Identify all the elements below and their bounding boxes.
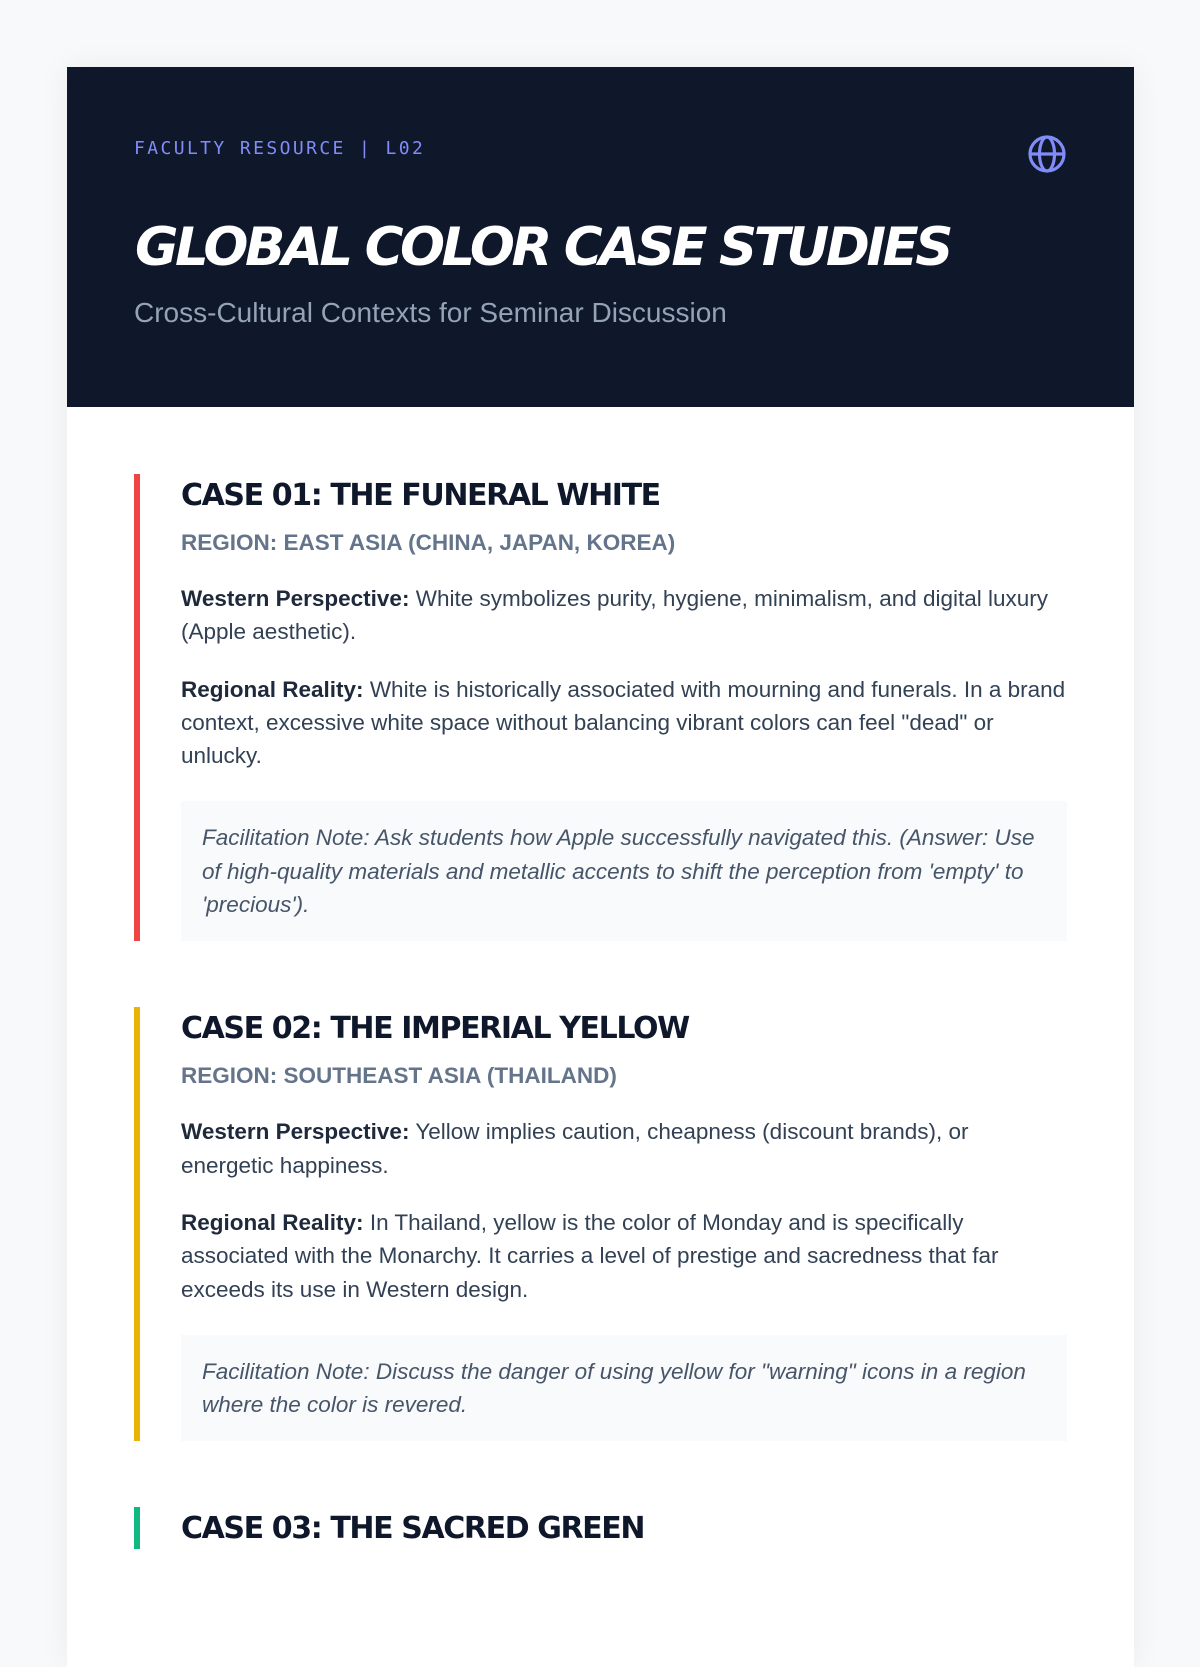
case-card-03 [134,1507,1067,1549]
case-title: CASE 02: THE IMPERIAL YELLOW [181,1011,689,1047]
document-sheet [67,67,1134,1667]
western-perspective-text: Yellow implies caution, cheapness (discount brands), or energetic happiness. [181,1119,969,1178]
eyebrow-label: FACULTY RESOURCE | L02 [134,138,426,159]
case-card-01 [134,474,1067,941]
globe-icon [1027,134,1067,174]
regional-reality-text: In Thailand, yellow is the color of Monday and is specifically associated with the Monarchy. It carries a level of prestige and sacredness that far exceeds its use in Western design. [181,1209,999,1302]
page-title: GLOBAL COLOR CASE STUDIES [135,217,950,278]
regional-reality [181,1206,1067,1306]
western-perspective-label: Western Perspective: [181,586,410,611]
facilitation-note: Facilitation Note: Ask students how Apple successfully navigated this. (Answer: Use of high-quality materials and metallic accents to shift the perception from 'empty' to 'precious'). [181,801,1067,941]
case-title: CASE 03: THE SACRED GREEN [181,1511,645,1547]
case-card-02 [134,1007,1067,1441]
regional-reality-label: Regional Reality: [181,1209,364,1235]
western-perspective [181,1115,1067,1182]
case-list [134,474,1067,1615]
regional-reality-text: White is historically associated with mourning and funerals. In a brand context, excessive white space without balancing vibrant colors can feel "dead" or unlucky. [181,676,1066,769]
western-perspective-text: White symbolizes purity, hygiene, minimalism, and digital luxury (Apple aesthetic). [181,586,1049,645]
western-perspective-label: Western Perspective: [181,1119,410,1145]
regional-reality-label: Regional Reality: [181,676,364,702]
document-header [67,67,1134,407]
case-title: CASE 01: THE FUNERAL WHITE [181,478,660,513]
page-subtitle: Cross-Cultural Contexts for Seminar Discussion [134,297,727,328]
case-region: REGION: EAST ASIA (CHINA, JAPAN, KOREA) [181,530,676,555]
western-perspective [181,582,1067,649]
case-region: REGION: SOUTHEAST ASIA (THAILAND) [181,1063,617,1089]
regional-reality [181,673,1067,773]
facilitation-note: Facilitation Note: Discuss the danger of using yellow for "warning" icons in a region where the color is revered. [181,1335,1067,1442]
